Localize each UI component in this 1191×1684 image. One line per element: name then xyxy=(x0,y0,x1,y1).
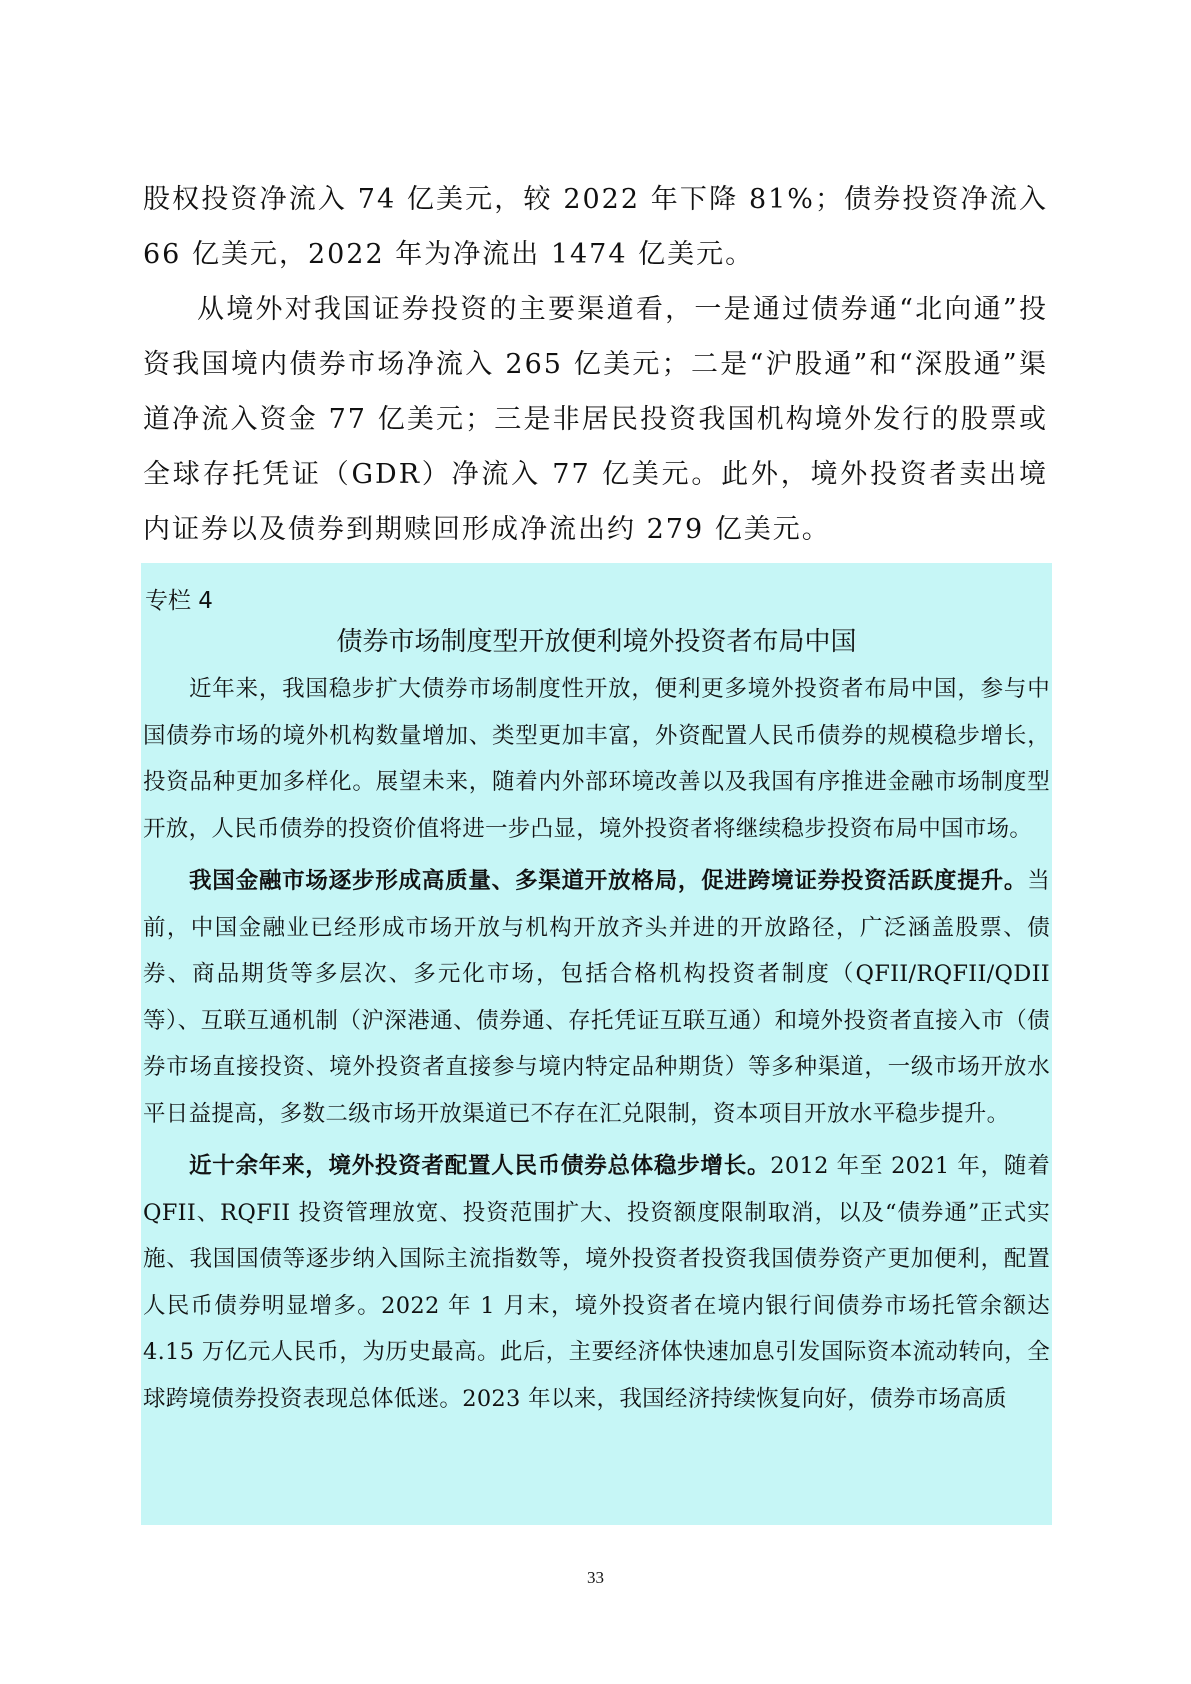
intro-paragraph-1: 股权投资净流入 74 亿美元，较 2022 年下降 81%；债券投资净流入 66 亿美元，2022 年为净流出 1474 亿美元。 xyxy=(143,184,1048,270)
column-label: 专栏 4 xyxy=(145,588,213,614)
column-paragraph-2 xyxy=(143,858,1050,1137)
column-paragraph-1: 近年来，我国稳步扩大债券市场制度性开放，便利更多境外投资者布局中国，参与中国债券市场的境外机构数量增加、类型更加丰富，外资配置人民币债券的规模稳步增长，投资品种更加多样化。展望未来，随着内外部环境改善以及我国有序推进金融市场制度型开放，人民币债券的投资价值将进一步凸显，境外投资者将继续稳步投资布局中国市场。 xyxy=(143,676,1050,842)
column-paragraph-3-lead: 近十余年来，境外投资者配置人民币债券总体稳步增长。 xyxy=(189,1153,771,1179)
column-paragraph-2-body: 当前，中国金融业已经形成市场开放与机构开放齐头并进的开放路径，广泛涵盖股票、债券、商品期货等多层次、多元化市场，包括合格机构投资者制度（QFII/RQFII/QDII 等）、互联互通机制（沪深港通、债券通、存托凭证互联互通）和境外投资者直接入市（债券市场直接投资、境外投资者直接参与境内特定品种期货）等多种渠道，一级市场开放水平日益提高，多数二级市场开放渠道已不存在汇兑限制，资本项目开放水平稳步提升。 xyxy=(143,868,1050,1127)
intro-text xyxy=(143,172,1048,557)
column-box xyxy=(141,563,1052,1525)
column-paragraph-2-lead: 我国金融市场逐步形成高质量、多渠道开放格局，促进跨境证券投资活跃度提升。 xyxy=(189,868,1028,894)
column-title: 债券市场制度型开放便利境外投资者布局中国 xyxy=(336,627,857,657)
intro-paragraph-2: 从境外对我国证券投资的主要渠道看，一是通过债券通“北向通”投资我国境内债券市场净流入 265 亿美元；二是“沪股通”和“深股通”渠道净流入资金 77 亿美元；三是非居民投资我国机构境外发行的股票或全球存托凭证（GDR）净流入 77 亿美元。此外，境外投资者卖出境内证券以及债券到期赎回形成净流出约 279 亿美元。 xyxy=(143,294,1048,545)
column-body xyxy=(143,666,1050,1422)
column-paragraph-3 xyxy=(143,1143,1050,1422)
column-paragraph-3-body: 2012 年至 2021 年，随着 QFII、RQFII 投资管理放宽、投资范围扩大、投资额度限制取消，以及“债券通”正式实施、我国国债等逐步纳入国际主流指数等，境外投资者投资我国债券资产更加便利，配置人民币债券明显增多。2022 年 1 月末，境外投资者在境内银行间债券市场托管余额达 4.15 万亿元人民币，为历史最高。此后，主要经济体快速加息引发国际资本流动转向，全球跨境债券投资表现总体低迷。2023 年以来，我国经济持续恢复向好，债券市场高质 xyxy=(143,1153,1050,1412)
page-number: 33 xyxy=(587,1568,604,1587)
